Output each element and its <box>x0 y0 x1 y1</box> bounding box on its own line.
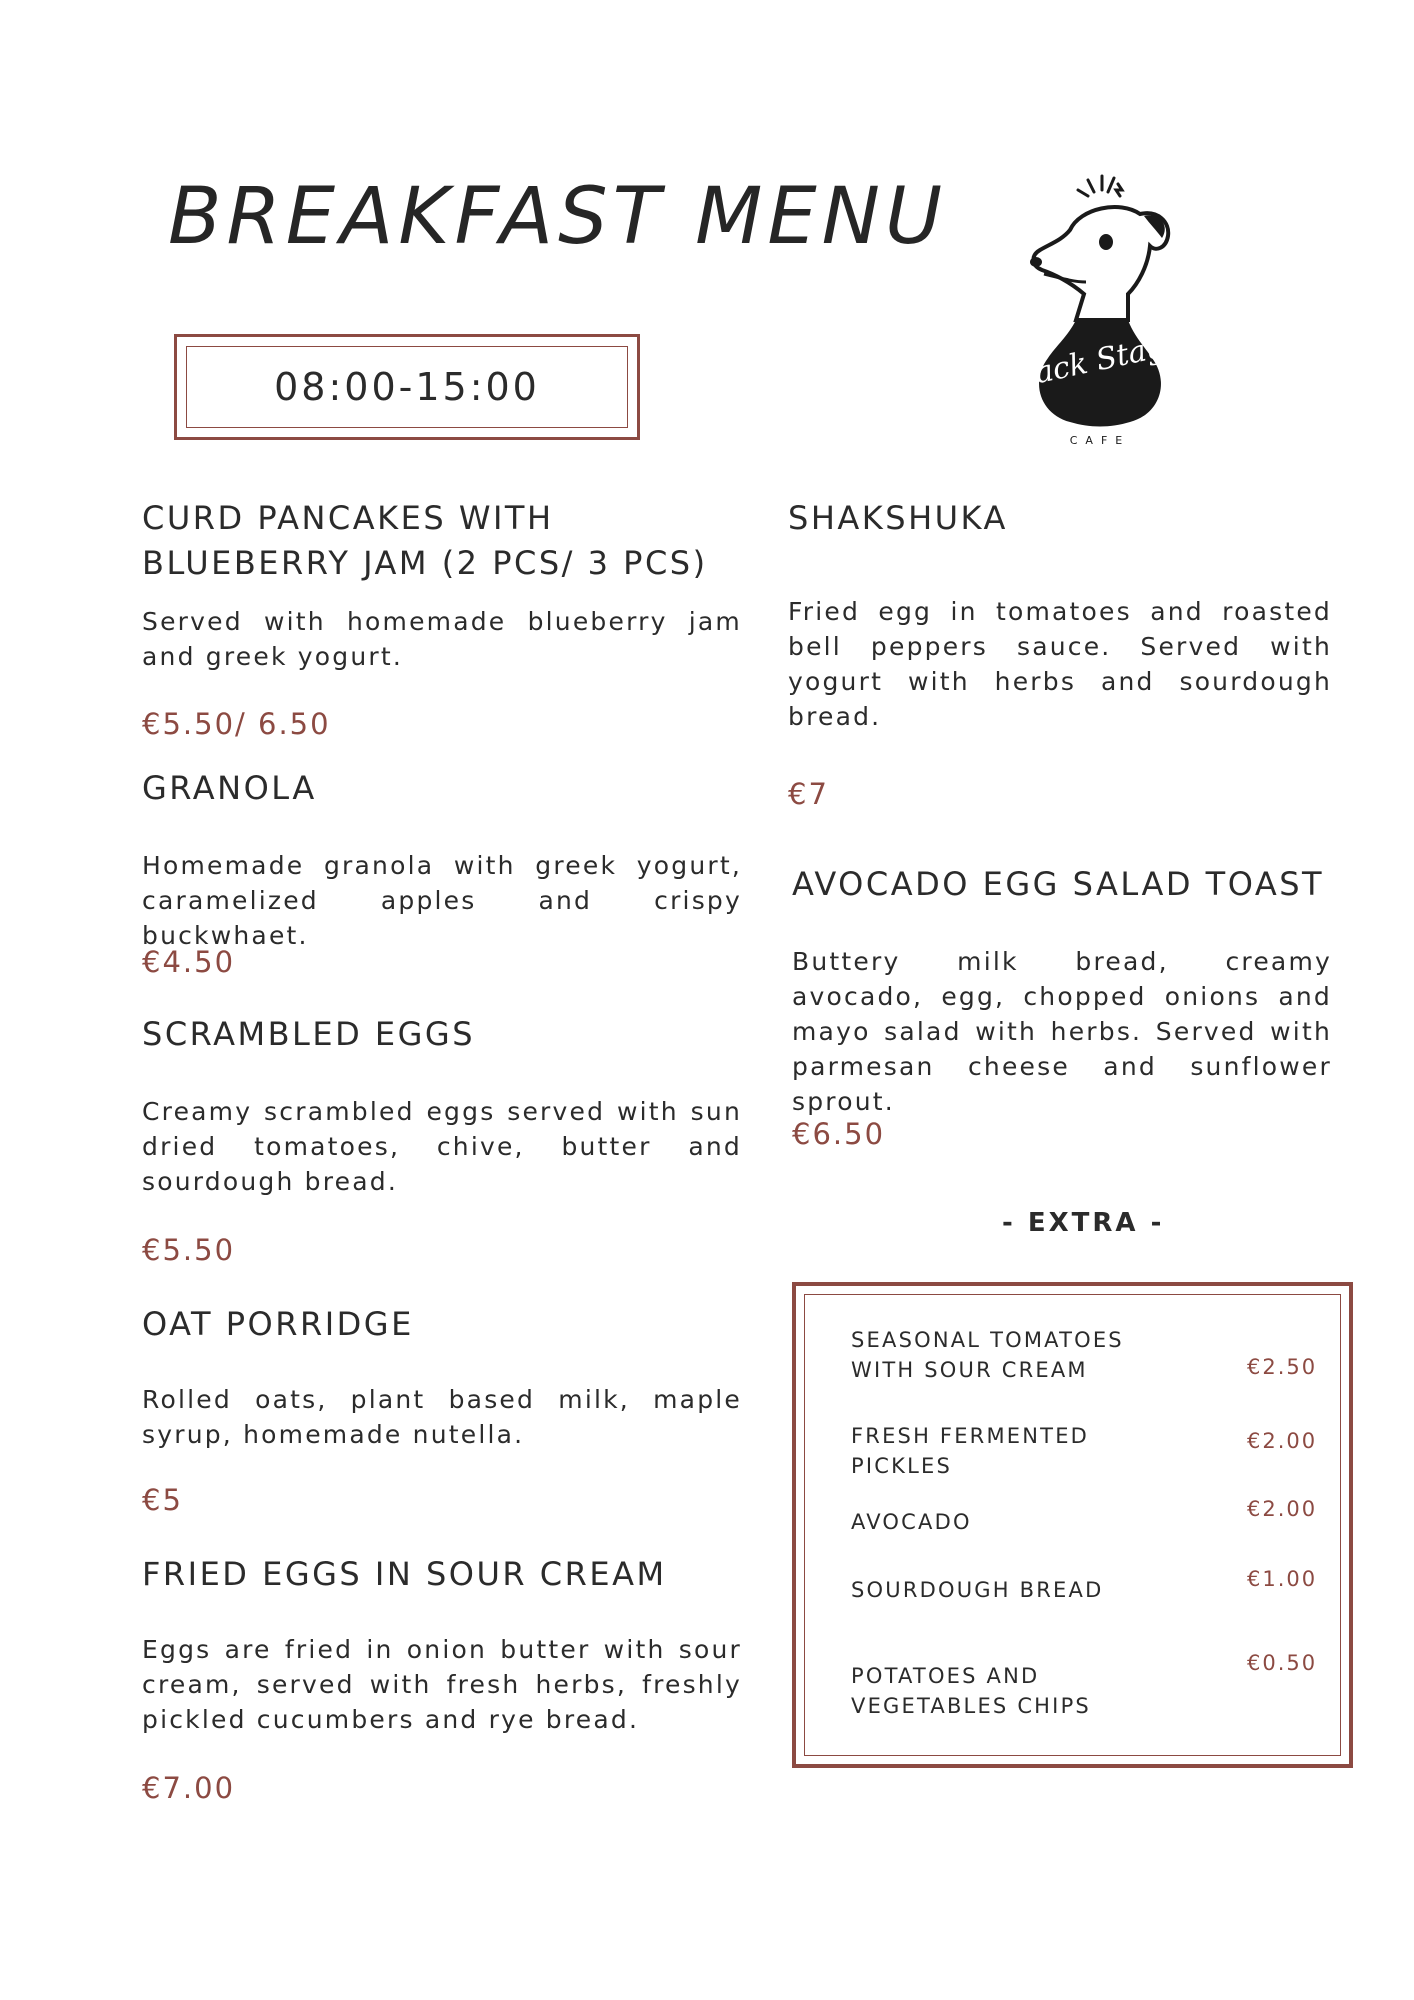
extra-item-price: €2.50 <box>1247 1355 1318 1379</box>
extra-item <box>851 1325 1124 1385</box>
extra-item <box>851 1507 972 1537</box>
item-name-scrambled-eggs: SCRAMBLED EGGS <box>142 1015 476 1053</box>
item-name-avocado-toast: AVOCADO EGG SALAD TOAST <box>792 865 1325 903</box>
item-price-shakshuka: €7 <box>788 777 829 811</box>
item-desc-shakshuka: Fried egg in tomatoes and roasted bell peppers sauce. Served with yogurt with herbs and sourdough bread. <box>788 597 1332 731</box>
extra-heading: - EXTRA - <box>1002 1208 1165 1238</box>
item-price-avocado-toast: €6.50 <box>792 1117 886 1151</box>
extra-item <box>851 1421 1089 1481</box>
extra-inner-frame <box>804 1294 1341 1756</box>
item-desc-granola: Homemade granola with greek yogurt, caramelized apples and crispy buckwhaet. <box>142 851 742 950</box>
item-price-granola: €4.50 <box>142 945 236 979</box>
extra-item-name: SEASONAL TOMATOES <box>851 1328 1124 1352</box>
item-name-shakshuka: SHAKSHUKA <box>788 499 1008 537</box>
item-name: CURD PANCAKES WITH <box>142 499 554 537</box>
extra-item-price: €2.00 <box>1247 1497 1318 1521</box>
extra-item-name: FRESH FERMENTED <box>851 1424 1090 1448</box>
item-price-scrambled-eggs: €5.50 <box>142 1233 236 1267</box>
extra-item <box>851 1575 1103 1605</box>
item-name-fried-eggs: FRIED EGGS IN SOUR CREAM <box>142 1555 667 1593</box>
hours-text: 08:00-15:00 <box>186 346 628 428</box>
extra-item-price: €1.00 <box>1247 1567 1318 1591</box>
extra-item-price: €0.50 <box>1247 1651 1318 1675</box>
menu-item-curd-pancakes <box>142 496 742 586</box>
extra-item-name-line2: PICKLES <box>851 1454 952 1478</box>
item-price-curd-pancakes: €5.50/ 6.50 <box>142 707 331 741</box>
item-name-oat-porridge: OAT PORRIDGE <box>142 1305 414 1343</box>
extra-item <box>851 1661 1091 1721</box>
extra-item-name: POTATOES AND <box>851 1664 1040 1688</box>
backstage-cafe-logo <box>1010 170 1190 450</box>
item-desc-scrambled-eggs: Creamy scrambled eggs served with sun dried tomatoes, chive, butter and sourdough bread. <box>142 1097 742 1196</box>
extra-item-name-line2: VEGETABLES CHIPS <box>851 1694 1091 1718</box>
item-name-granola: GRANOLA <box>142 769 317 807</box>
item-price-oat-porridge: €5 <box>142 1483 183 1517</box>
extra-frame <box>792 1282 1353 1768</box>
extra-item-name: SOURDOUGH BREAD <box>851 1578 1104 1602</box>
item-desc-oat-porridge: Rolled oats, plant based milk, maple syrup, homemade nutella. <box>142 1385 742 1449</box>
item-name-line2: BLUEBERRY JAM (2 PCS/ 3 PCS) <box>142 544 708 582</box>
item-desc-fried-eggs: Eggs are fried in onion butter with sour cream, served with fresh herbs, freshly pickled cucumbers and rye bread. <box>142 1635 742 1734</box>
extra-item-price: €2.00 <box>1247 1429 1318 1453</box>
extra-item-name: AVOCADO <box>851 1510 972 1534</box>
item-price-fried-eggs: €7.00 <box>142 1771 236 1805</box>
item-desc-curd-pancakes: Served with homemade blueberry jam and greek yogurt. <box>142 607 742 671</box>
item-desc-avocado-toast: Buttery milk bread, creamy avocado, egg, chopped onions and mayo salad with herbs. Served with parmesan cheese and sunflower sprout. <box>792 947 1332 1116</box>
logo-text-cafe: CAFE <box>1069 434 1131 447</box>
extra-item-name-line2: WITH SOUR CREAM <box>851 1358 1088 1382</box>
logo-text-back: Back Stage <box>1010 325 1186 396</box>
hours-frame <box>174 334 640 440</box>
menu-title: BREAKFAST MENU <box>168 172 948 262</box>
